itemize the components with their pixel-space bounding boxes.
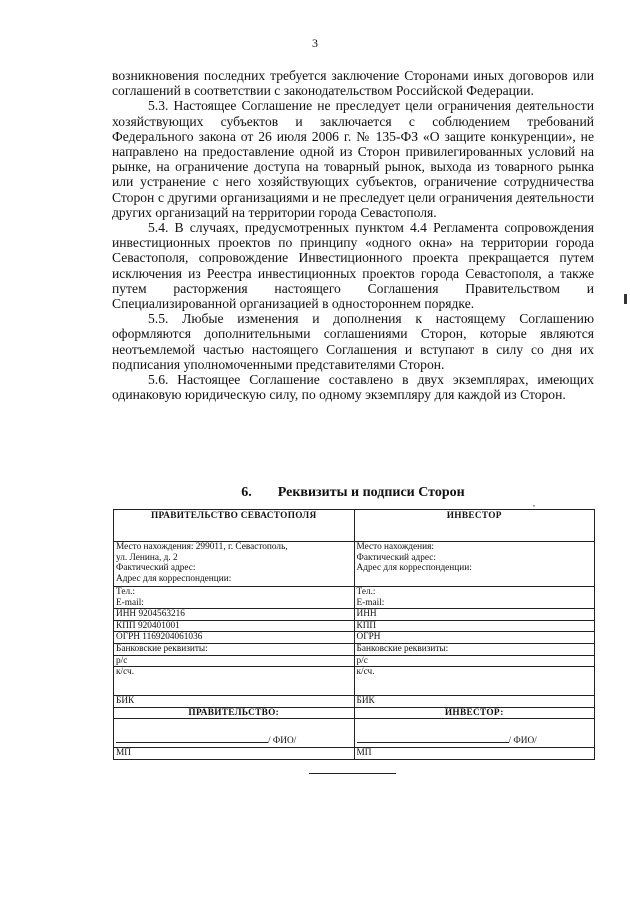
fio-label: / ФИО/ [508,736,537,747]
left-corr-account: к/сч. [114,667,355,696]
left-email: E-mail: [116,597,144,608]
table-row [114,707,595,719]
table-row [114,620,595,632]
right-contacts-cell [354,587,595,609]
table-row [114,696,595,708]
right-kpp: КПП [354,620,595,632]
right-address-line: Место нахождения: [356,542,434,552]
right-inn: ИНН [354,609,595,621]
section-number: 6. [241,485,252,500]
right-address-line: Фактический адрес: [356,552,436,563]
paragraph-continuation: возникновения последних требуется заключение Сторонами иных договоров или соглашений в соответствии с законодательством Российской Федерации. [112,68,594,99]
right-bik: БИК [354,696,595,708]
table-row [114,542,595,587]
right-bank-details: Банковские реквизиты: [354,643,595,655]
end-divider [309,773,396,774]
right-stamp-place: МП [354,747,595,759]
paragraph-5-6: 5.6. Настоящее Соглашение составлено в двух экземплярах, имеющих одинаковую юридическую силу, по одному экземпляру для каждой из Сторон. [112,372,594,403]
scan-mark: , [533,499,535,508]
agreement-body [112,68,594,402]
section-heading [112,485,594,501]
left-address-cell [114,542,355,587]
table-row [114,632,595,644]
right-account: р/с [354,655,595,667]
left-stamp-place: МП [114,747,355,759]
paragraph-5-5: 5.5. Любые изменения и дополнения к настоящему Соглашению оформляются дополнительными соглашениями Сторон, которые являются неотъемлемой частью настоящего Соглашения и вступают в силу со дня их подписания уполномоченными представителями Сторон. [112,311,594,372]
left-sign-header: ПРАВИТЕЛЬСТВО: [114,707,355,719]
right-phone: Тел.: [356,587,376,597]
table-row [114,643,595,655]
left-contacts-cell [114,587,355,609]
right-sign-header: ИНВЕСТОР: [354,707,595,719]
left-signature-line [114,719,355,748]
table-row [114,719,595,748]
page-number: 3 [312,36,318,50]
table-row [114,609,595,621]
left-kpp: КПП 920401001 [114,620,355,632]
right-signature-line [354,719,595,748]
left-account: р/с [114,655,355,667]
scan-mark-edge [624,294,627,304]
right-corr-account: к/сч. [354,667,595,696]
table-row [114,747,595,759]
table-row [114,510,595,542]
table-row [114,667,595,696]
left-address-line: Фактический адрес: [116,563,196,574]
left-phone: Тел.: [116,587,135,597]
left-address-line: ул. Ленина, д. 2 [116,552,178,563]
left-bank-details: Банковские реквизиты: [114,643,355,655]
left-address-line: Место нахождения: 299011, г. Севастополь, [116,542,288,552]
signature-underline [116,735,268,743]
section-title: Реквизиты и подписи Сторон [277,485,465,500]
right-ogrn: ОГРН [354,632,595,644]
paragraph-5-4: 5.4. В случаях, предусмотренных пунктом 4.4 Регламента сопровождения инвестиционных проектов по принципу «одного окна» на территории города Севастополя, сопровождение Инвестиционного проекта прекращается путем исключения из Реестра инвестиционных проектов города Севастополя, а также путем расторжения настоящего Соглашения Правительством и Специализированной организацией в одностороннем порядке. [112,220,594,312]
left-bik: БИК [114,696,355,708]
right-address-line: Адрес для корреспонденции: [356,563,472,574]
left-ogrn: ОГРН 1169204061036 [114,632,355,644]
right-address-cell [354,542,595,587]
table-row [114,655,595,667]
right-party-header: ИНВЕСТОР [354,510,595,542]
left-address-line: Адрес для корреспонденции: [116,573,232,584]
paragraph-5-3: 5.3. Настоящее Соглашение не преследует цели ограничения деятельности хозяйствующих субъектов и заключается с соблюдением требований Федерального закона от 26 июля 2006 г. № 135-ФЗ «О защите конкуренции», не направлено на предоставление одной из Сторон привилегированных условий на рынке, на ограничение доступа на товарный рынок, выхода из товарного рынка или устранение с него хозяйствующих субъектов, ограничение сотрудничества Сторон с другими организациями и не преследует цели ограничения деятельности других организаций на территории города Севастополя. [112,98,594,220]
right-email: E-mail: [356,597,385,608]
left-inn: ИНН 9204563216 [114,609,355,621]
fio-label: / ФИО/ [268,736,297,747]
left-party-header: ПРАВИТЕЛЬСТВО СЕВАСТОПОЛЯ [114,510,355,542]
signature-underline [357,735,509,743]
table-row [114,587,595,609]
requisites-table [113,509,595,760]
